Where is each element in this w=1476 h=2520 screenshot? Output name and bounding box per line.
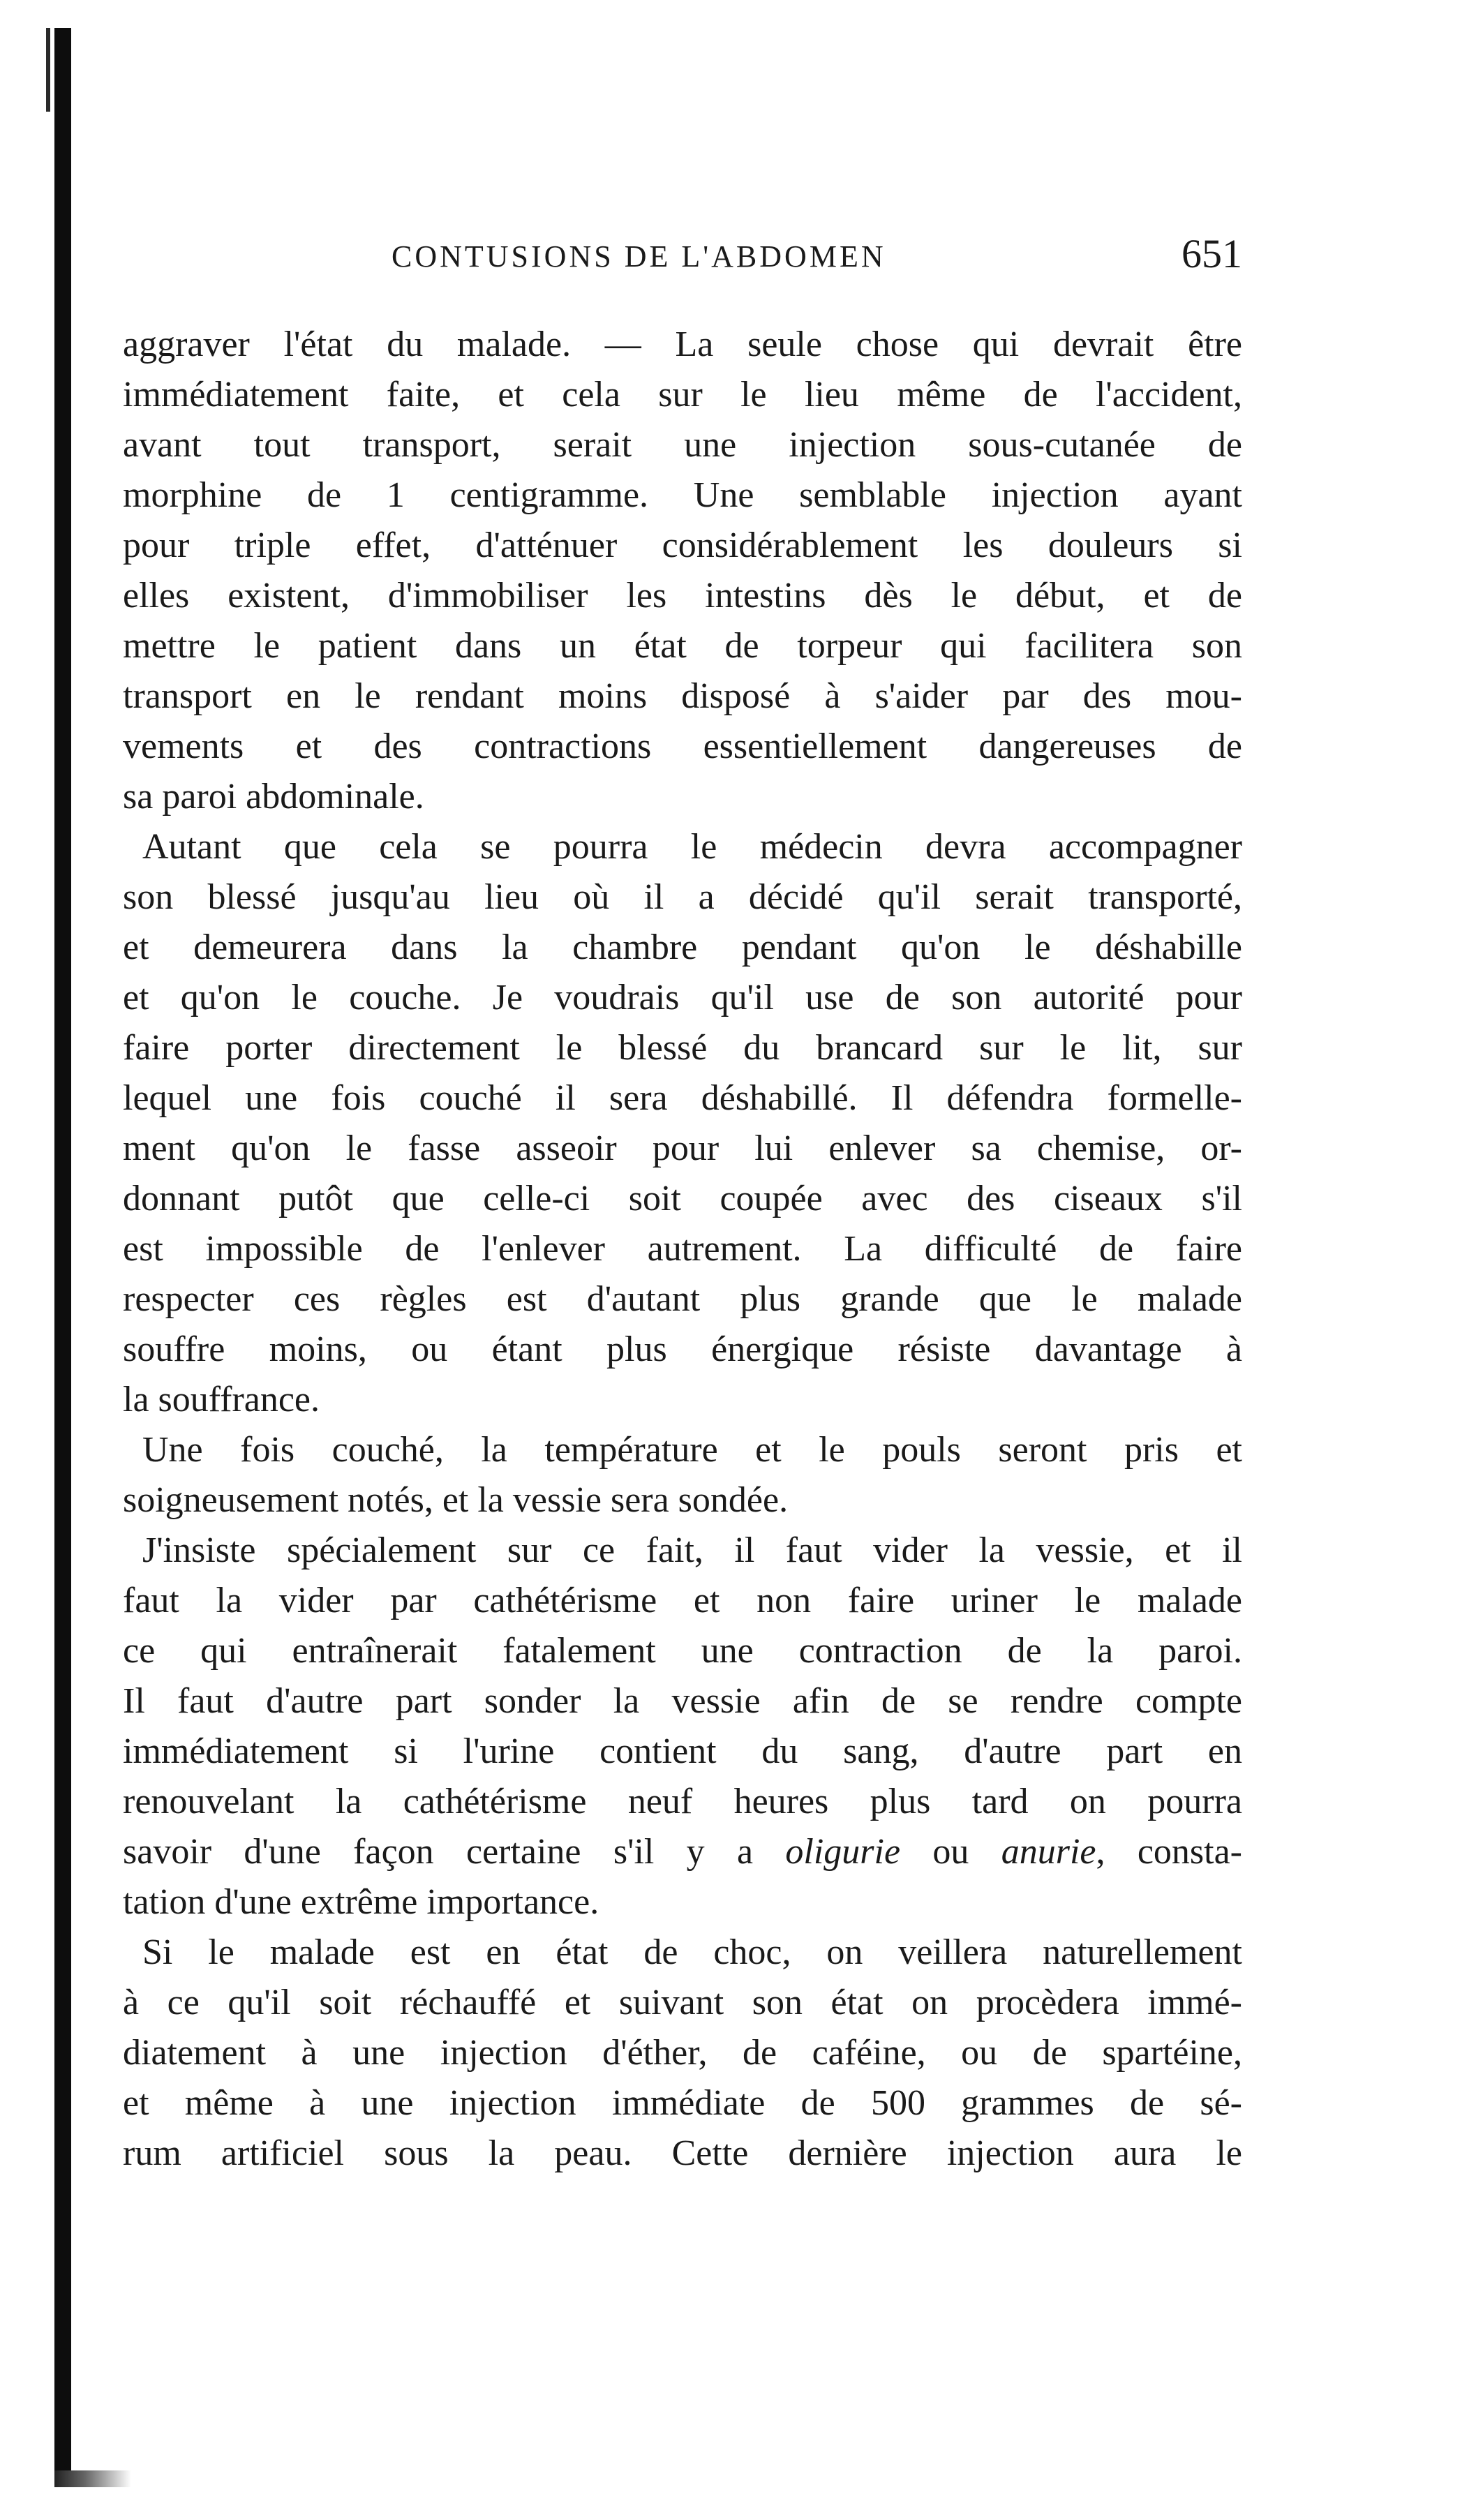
italic-term-oligurie: oligurie — [785, 1832, 901, 1872]
text-line: J'insiste spécialement sur ce fait, il faut vider la vessie, et il — [142, 1530, 1242, 1570]
text-run: , consta- — [1096, 1832, 1242, 1872]
text-line: soigneusement notés, et la vessie sera sondée. — [123, 1480, 789, 1520]
text-line: ment qu'on le fasse asseoir pour lui enlever sa chemise, or- — [123, 1128, 1242, 1168]
text-line: avant tout transport, serait une injection sous-cutanée de — [123, 425, 1242, 465]
text-line: et même à une injection immédiate de 500 grammes de sé- — [123, 2083, 1242, 2123]
text-line: souffre moins, ou étant plus énergique résiste davantage à — [123, 1329, 1242, 1369]
text-line: mettre le patient dans un état de torpeur qui facilitera son — [123, 626, 1242, 666]
text-line: Une fois couché, la température et le pouls seront pris et — [142, 1430, 1242, 1470]
text-line: est impossible de l'enlever autrement. La difficulté de faire — [123, 1229, 1242, 1269]
text-line: Autant que cela se pourra le médecin devra accompagner — [142, 827, 1242, 867]
body-text — [123, 320, 1242, 2179]
text-line: vements et des contractions essentiellement dangereuses de — [123, 726, 1242, 766]
text-line: immédiatement si l'urine contient du sang, d'autre part en — [123, 1731, 1242, 1771]
italic-term-anurie: anurie — [1001, 1832, 1096, 1872]
text-line: elles existent, d'immobiliser les intestins dès le début, et de — [123, 576, 1242, 616]
text-line-with-italics — [123, 1827, 1242, 1877]
text-line: la souffrance. — [123, 1380, 320, 1419]
text-line: lequel une fois couché il sera déshabillé. Il défendra formelle- — [123, 1078, 1242, 1118]
text-line: faut la vider par cathétérisme et non faire uriner le malade — [123, 1581, 1242, 1620]
text-line: sa paroi abdominale. — [123, 777, 424, 817]
text-line: morphine de 1 centigramme. Une semblable injection ayant — [123, 475, 1242, 515]
page-number: 651 — [1181, 231, 1242, 276]
text-line: diatement à une injection d'éther, de caféine, ou de spartéine, — [123, 2033, 1242, 2073]
text-line: faire porter directement le blessé du brancard sur le lit, sur — [123, 1028, 1242, 1068]
running-head — [123, 230, 1242, 286]
text-line: pour triple effet, d'atténuer considérablement les douleurs si — [123, 525, 1242, 565]
text-line: son blessé jusqu'au lieu où il a décidé qu'il serait transporté, — [123, 877, 1242, 917]
text-line: transport en le rendant moins disposé à s'aider par des mou- — [123, 676, 1242, 716]
text-line: aggraver l'état du malade. — La seule chose qui devrait être — [123, 325, 1242, 364]
text-line: immédiatement faite, et cela sur le lieu même de l'accident, — [123, 375, 1242, 415]
text-line: et demeurera dans la chambre pendant qu'on le déshabille — [123, 927, 1242, 967]
text-line: Il faut d'autre part sonder la vessie afin de se rendre compte — [123, 1681, 1242, 1721]
text-line: ce qui entraînerait fatalement une contraction de la paroi. — [123, 1631, 1242, 1671]
text-line: à ce qu'il soit réchauffé et suivant son état on procèdera immé- — [123, 1983, 1242, 2022]
text-run: ou — [900, 1832, 1001, 1872]
text-run: savoir d'une façon certaine s'il y a — [123, 1832, 786, 1872]
text-line: donnant putôt que celle-ci soit coupée avec des ciseaux s'il — [123, 1179, 1242, 1218]
text-line: respecter ces règles est d'autant plus grande que le malade — [123, 1279, 1242, 1319]
running-title: CONTUSIONS DE L'ABDOMEN — [392, 239, 886, 274]
text-line: et qu'on le couche. Je voudrais qu'il use de son autorité pour — [123, 978, 1242, 1017]
binding-edge — [54, 28, 71, 2484]
text-line: tation d'une extrême importance. — [123, 1882, 599, 1922]
binding-edge-mark — [46, 28, 50, 112]
text-line: rum artificiel sous la peau. Cette dernière injection aura le — [123, 2133, 1242, 2173]
text-line: Si le malade est en état de choc, on veillera naturellement — [142, 1932, 1242, 1972]
binding-smudge — [54, 2470, 131, 2487]
text-line: renouvelant la cathétérisme neuf heures plus tard on pourra — [123, 1782, 1242, 1821]
